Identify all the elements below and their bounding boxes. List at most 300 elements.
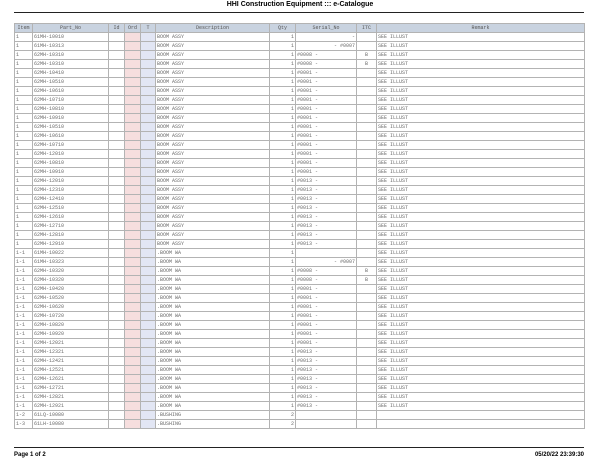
cell-id bbox=[109, 357, 125, 366]
cell-part-no: 62MH-12421 bbox=[33, 357, 109, 366]
cell-qty: 1 bbox=[270, 123, 296, 132]
cell-id bbox=[109, 384, 125, 393]
cell-itc bbox=[357, 375, 377, 384]
cell-itc bbox=[357, 123, 377, 132]
table-row[interactable] bbox=[15, 393, 585, 402]
cell-itc bbox=[357, 87, 377, 96]
cell-serial-no: - bbox=[296, 33, 357, 42]
column-header-qty[interactable]: Qty bbox=[270, 24, 296, 33]
cell-ord bbox=[125, 195, 141, 204]
table-row[interactable] bbox=[15, 51, 585, 60]
cell-part-no: 62MH-10620 bbox=[33, 303, 109, 312]
table-row[interactable] bbox=[15, 312, 585, 321]
cell-itc bbox=[357, 213, 377, 222]
cell-remark: SEE ILLUST bbox=[377, 384, 585, 393]
cell-description: BOOM ASSY bbox=[156, 51, 270, 60]
cell-item: 1 bbox=[15, 150, 33, 159]
column-header-description[interactable]: Description bbox=[156, 24, 270, 33]
table-row[interactable] bbox=[15, 402, 585, 411]
cell-description: .BOOM WA bbox=[156, 276, 270, 285]
cell-qty: 1 bbox=[270, 222, 296, 231]
cell-itc bbox=[357, 141, 377, 150]
cell-part-no: 62MH-10310 bbox=[33, 51, 109, 60]
cell-ord bbox=[125, 339, 141, 348]
cell-serial-no: #0013 - bbox=[296, 366, 357, 375]
cell-id bbox=[109, 141, 125, 150]
cell-part-no: 62MH-10810 bbox=[33, 105, 109, 114]
table-row[interactable] bbox=[15, 213, 585, 222]
cell-serial-no: #0001 - bbox=[296, 330, 357, 339]
cell-ord bbox=[125, 357, 141, 366]
cell-t bbox=[141, 240, 156, 249]
cell-itc bbox=[357, 258, 377, 267]
cell-description: BOOM ASSY bbox=[156, 195, 270, 204]
cell-ord bbox=[125, 159, 141, 168]
cell-item: 1 bbox=[15, 195, 33, 204]
cell-remark: SEE ILLUST bbox=[377, 33, 585, 42]
cell-serial-no: #0001 - bbox=[296, 96, 357, 105]
cell-qty: 1 bbox=[270, 258, 296, 267]
cell-item: 1 bbox=[15, 231, 33, 240]
parts-table bbox=[14, 23, 585, 429]
cell-t bbox=[141, 348, 156, 357]
cell-itc bbox=[357, 339, 377, 348]
cell-part-no: 62MH-12410 bbox=[33, 195, 109, 204]
cell-id bbox=[109, 276, 125, 285]
cell-ord bbox=[125, 222, 141, 231]
table-row[interactable] bbox=[15, 411, 585, 420]
cell-item: 1 bbox=[15, 132, 33, 141]
cell-ord bbox=[125, 87, 141, 96]
cell-part-no: 62MH-10320 bbox=[33, 267, 109, 276]
cell-ord bbox=[125, 177, 141, 186]
title-divider bbox=[14, 12, 584, 13]
cell-id bbox=[109, 285, 125, 294]
cell-item: 1 bbox=[15, 222, 33, 231]
cell-ord bbox=[125, 168, 141, 177]
table-row[interactable] bbox=[15, 123, 585, 132]
cell-serial-no: #0001 - bbox=[296, 123, 357, 132]
cell-part-no: 62MH-10420 bbox=[33, 285, 109, 294]
cell-ord bbox=[125, 114, 141, 123]
cell-part-no: 62MH-12021 bbox=[33, 339, 109, 348]
cell-serial-no bbox=[296, 249, 357, 258]
cell-qty: 1 bbox=[270, 186, 296, 195]
column-header-ord[interactable]: Ord bbox=[125, 24, 141, 33]
cell-remark: SEE ILLUST bbox=[377, 123, 585, 132]
cell-qty: 2 bbox=[270, 420, 296, 429]
cell-description: BOOM ASSY bbox=[156, 231, 270, 240]
cell-part-no: 62MH-10320 bbox=[33, 276, 109, 285]
cell-id bbox=[109, 33, 125, 42]
table-row[interactable] bbox=[15, 195, 585, 204]
cell-t bbox=[141, 87, 156, 96]
cell-item: 1 bbox=[15, 177, 33, 186]
cell-description: BOOM ASSY bbox=[156, 222, 270, 231]
cell-item: 1-1 bbox=[15, 276, 33, 285]
cell-description: .BOOM WA bbox=[156, 375, 270, 384]
cell-remark: SEE ILLUST bbox=[377, 42, 585, 51]
cell-id bbox=[109, 186, 125, 195]
cell-qty: 1 bbox=[270, 105, 296, 114]
cell-description: BOOM ASSY bbox=[156, 141, 270, 150]
table-row[interactable] bbox=[15, 159, 585, 168]
table-row[interactable] bbox=[15, 60, 585, 69]
cell-qty: 1 bbox=[270, 312, 296, 321]
cell-part-no: 62MH-10510 bbox=[33, 78, 109, 87]
table-row[interactable] bbox=[15, 366, 585, 375]
cell-ord bbox=[125, 330, 141, 339]
cell-t bbox=[141, 159, 156, 168]
cell-qty: 1 bbox=[270, 177, 296, 186]
table-row[interactable] bbox=[15, 222, 585, 231]
cell-serial-no: #0001 - bbox=[296, 105, 357, 114]
cell-serial-no: #0008 - bbox=[296, 60, 357, 69]
cell-description: BOOM ASSY bbox=[156, 69, 270, 78]
cell-t bbox=[141, 231, 156, 240]
cell-id bbox=[109, 258, 125, 267]
cell-remark: SEE ILLUST bbox=[377, 141, 585, 150]
cell-remark: SEE ILLUST bbox=[377, 69, 585, 78]
cell-part-no: 62MH-12810 bbox=[33, 231, 109, 240]
cell-ord bbox=[125, 294, 141, 303]
cell-t bbox=[141, 69, 156, 78]
cell-qty: 1 bbox=[270, 231, 296, 240]
table-row[interactable] bbox=[15, 150, 585, 159]
cell-part-no: 62MH-10710 bbox=[33, 141, 109, 150]
cell-serial-no: #0013 - bbox=[296, 177, 357, 186]
cell-ord bbox=[125, 402, 141, 411]
cell-itc bbox=[357, 42, 377, 51]
cell-description: BOOM ASSY bbox=[156, 114, 270, 123]
cell-part-no: 62MH-10810 bbox=[33, 159, 109, 168]
cell-item: 1 bbox=[15, 168, 33, 177]
cell-remark: SEE ILLUST bbox=[377, 258, 585, 267]
cell-remark: SEE ILLUST bbox=[377, 60, 585, 69]
table-row[interactable] bbox=[15, 258, 585, 267]
cell-t bbox=[141, 321, 156, 330]
cell-t bbox=[141, 195, 156, 204]
table-row[interactable] bbox=[15, 276, 585, 285]
print-datetime: 05/20/22 23:39:30 bbox=[534, 452, 584, 458]
cell-id bbox=[109, 393, 125, 402]
cell-serial-no: #0001 - bbox=[296, 159, 357, 168]
cell-qty: 1 bbox=[270, 213, 296, 222]
cell-remark: SEE ILLUST bbox=[377, 393, 585, 402]
cell-t bbox=[141, 294, 156, 303]
table-row[interactable] bbox=[15, 78, 585, 87]
cell-description: BOOM ASSY bbox=[156, 123, 270, 132]
cell-qty: 1 bbox=[270, 303, 296, 312]
cell-description: .BOOM WA bbox=[156, 258, 270, 267]
table-row[interactable] bbox=[15, 69, 585, 78]
cell-itc bbox=[357, 150, 377, 159]
cell-ord bbox=[125, 276, 141, 285]
cell-itc bbox=[357, 285, 377, 294]
cell-description: BOOM ASSY bbox=[156, 213, 270, 222]
cell-ord bbox=[125, 33, 141, 42]
cell-qty: 1 bbox=[270, 141, 296, 150]
cell-description: .BOOM WA bbox=[156, 294, 270, 303]
cell-serial-no: #0001 - bbox=[296, 294, 357, 303]
cell-item: 1-1 bbox=[15, 357, 33, 366]
cell-qty: 1 bbox=[270, 159, 296, 168]
cell-qty: 1 bbox=[270, 33, 296, 42]
cell-serial-no: #0013 - bbox=[296, 186, 357, 195]
cell-id bbox=[109, 87, 125, 96]
cell-item: 1-2 bbox=[15, 411, 33, 420]
cell-description: BOOM ASSY bbox=[156, 96, 270, 105]
cell-remark: SEE ILLUST bbox=[377, 105, 585, 114]
table-row[interactable] bbox=[15, 357, 585, 366]
table-row[interactable] bbox=[15, 240, 585, 249]
cell-serial-no: #0001 - bbox=[296, 114, 357, 123]
cell-part-no: 62MH-12321 bbox=[33, 348, 109, 357]
cell-remark: SEE ILLUST bbox=[377, 294, 585, 303]
cell-id bbox=[109, 195, 125, 204]
table-row[interactable] bbox=[15, 42, 585, 51]
cell-id bbox=[109, 123, 125, 132]
cell-t bbox=[141, 312, 156, 321]
cell-part-no: 62MH-10610 bbox=[33, 132, 109, 141]
table-row[interactable] bbox=[15, 231, 585, 240]
cell-part-no: 62MH-12710 bbox=[33, 222, 109, 231]
cell-ord bbox=[125, 69, 141, 78]
cell-part-no: 62MH-10710 bbox=[33, 96, 109, 105]
cell-id bbox=[109, 132, 125, 141]
cell-qty: 1 bbox=[270, 150, 296, 159]
cell-ord bbox=[125, 420, 141, 429]
column-header-part-no[interactable]: Part_No bbox=[33, 24, 109, 33]
cell-item: 1-1 bbox=[15, 294, 33, 303]
cell-serial-no bbox=[296, 411, 357, 420]
cell-t bbox=[141, 141, 156, 150]
cell-t bbox=[141, 123, 156, 132]
cell-description: .BOOM WA bbox=[156, 330, 270, 339]
cell-itc bbox=[357, 186, 377, 195]
cell-qty: 1 bbox=[270, 51, 296, 60]
table-row[interactable] bbox=[15, 96, 585, 105]
cell-remark: SEE ILLUST bbox=[377, 186, 585, 195]
cell-remark: SEE ILLUST bbox=[377, 321, 585, 330]
cell-t bbox=[141, 357, 156, 366]
cell-t bbox=[141, 375, 156, 384]
cell-part-no: 62MH-12310 bbox=[33, 186, 109, 195]
cell-id bbox=[109, 78, 125, 87]
cell-itc bbox=[357, 411, 377, 420]
cell-serial-no: #0013 - bbox=[296, 213, 357, 222]
cell-id bbox=[109, 51, 125, 60]
table-row[interactable] bbox=[15, 375, 585, 384]
cell-remark: SEE ILLUST bbox=[377, 249, 585, 258]
cell-item: 1 bbox=[15, 60, 33, 69]
cell-part-no: 62MH-10920 bbox=[33, 330, 109, 339]
cell-qty: 1 bbox=[270, 240, 296, 249]
cell-item: 1-3 bbox=[15, 420, 33, 429]
table-row[interactable] bbox=[15, 249, 585, 258]
cell-id bbox=[109, 177, 125, 186]
column-header-itc[interactable]: ITC bbox=[357, 24, 377, 33]
cell-serial-no: #0013 - bbox=[296, 240, 357, 249]
cell-itc bbox=[357, 204, 377, 213]
cell-description: .BOOM WA bbox=[156, 384, 270, 393]
column-header-remark[interactable]: Remark bbox=[377, 24, 585, 33]
cell-qty: 1 bbox=[270, 276, 296, 285]
cell-item: 1-1 bbox=[15, 384, 33, 393]
table-row[interactable] bbox=[15, 384, 585, 393]
table-row[interactable] bbox=[15, 33, 585, 42]
cell-part-no: 61MH-10010 bbox=[33, 33, 109, 42]
table-row[interactable] bbox=[15, 294, 585, 303]
table-row[interactable] bbox=[15, 168, 585, 177]
cell-serial-no: #0013 - bbox=[296, 222, 357, 231]
cell-part-no: 62MH-10720 bbox=[33, 312, 109, 321]
cell-ord bbox=[125, 285, 141, 294]
cell-t bbox=[141, 420, 156, 429]
cell-item: 1-1 bbox=[15, 258, 33, 267]
cell-ord bbox=[125, 42, 141, 51]
cell-part-no: 62MH-12921 bbox=[33, 402, 109, 411]
table-row[interactable] bbox=[15, 348, 585, 357]
cell-qty: 1 bbox=[270, 330, 296, 339]
cell-ord bbox=[125, 384, 141, 393]
table-row[interactable] bbox=[15, 420, 585, 429]
cell-itc bbox=[357, 105, 377, 114]
cell-id bbox=[109, 249, 125, 258]
cell-item: 1-1 bbox=[15, 285, 33, 294]
table-row[interactable] bbox=[15, 132, 585, 141]
cell-t bbox=[141, 258, 156, 267]
cell-itc: B bbox=[357, 60, 377, 69]
cell-qty: 1 bbox=[270, 357, 296, 366]
cell-part-no: 62MH-12510 bbox=[33, 204, 109, 213]
cell-id bbox=[109, 402, 125, 411]
cell-item: 1 bbox=[15, 204, 33, 213]
cell-description: .BUSHING bbox=[156, 420, 270, 429]
table-row[interactable] bbox=[15, 267, 585, 276]
cell-id bbox=[109, 96, 125, 105]
cell-part-no: 62MH-10410 bbox=[33, 69, 109, 78]
cell-description: BOOM ASSY bbox=[156, 87, 270, 96]
cell-remark: SEE ILLUST bbox=[377, 348, 585, 357]
cell-remark: SEE ILLUST bbox=[377, 96, 585, 105]
cell-itc bbox=[357, 168, 377, 177]
column-header-t[interactable]: T bbox=[141, 24, 156, 33]
cell-id bbox=[109, 294, 125, 303]
cell-remark: SEE ILLUST bbox=[377, 402, 585, 411]
cell-qty: 1 bbox=[270, 78, 296, 87]
cell-qty: 1 bbox=[270, 249, 296, 258]
table-row[interactable] bbox=[15, 285, 585, 294]
column-header-item[interactable]: Item bbox=[15, 24, 33, 33]
table-row[interactable] bbox=[15, 330, 585, 339]
cell-description: BOOM ASSY bbox=[156, 60, 270, 69]
cell-serial-no bbox=[296, 420, 357, 429]
cell-t bbox=[141, 60, 156, 69]
cell-remark: SEE ILLUST bbox=[377, 159, 585, 168]
cell-item: 1 bbox=[15, 33, 33, 42]
table-row[interactable] bbox=[15, 177, 585, 186]
cell-part-no: 62MH-10510 bbox=[33, 123, 109, 132]
cell-t bbox=[141, 177, 156, 186]
cell-itc bbox=[357, 69, 377, 78]
cell-description: .BOOM WA bbox=[156, 393, 270, 402]
cell-item: 1-1 bbox=[15, 267, 33, 276]
cell-serial-no: #0001 - bbox=[296, 78, 357, 87]
cell-remark: SEE ILLUST bbox=[377, 132, 585, 141]
cell-qty: 2 bbox=[270, 411, 296, 420]
cell-serial-no: #0013 - bbox=[296, 393, 357, 402]
cell-description: .BOOM WA bbox=[156, 402, 270, 411]
table-row[interactable] bbox=[15, 321, 585, 330]
cell-qty: 1 bbox=[270, 267, 296, 276]
cell-itc bbox=[357, 114, 377, 123]
cell-qty: 1 bbox=[270, 114, 296, 123]
cell-remark: SEE ILLUST bbox=[377, 204, 585, 213]
cell-item: 1 bbox=[15, 51, 33, 60]
cell-item: 1 bbox=[15, 240, 33, 249]
table-row[interactable] bbox=[15, 114, 585, 123]
cell-qty: 1 bbox=[270, 87, 296, 96]
cell-ord bbox=[125, 267, 141, 276]
table-row[interactable] bbox=[15, 204, 585, 213]
cell-serial-no: #0001 - bbox=[296, 87, 357, 96]
cell-t bbox=[141, 105, 156, 114]
cell-item: 1-1 bbox=[15, 402, 33, 411]
cell-remark: SEE ILLUST bbox=[377, 375, 585, 384]
table-row[interactable] bbox=[15, 87, 585, 96]
cell-remark: SEE ILLUST bbox=[377, 231, 585, 240]
cell-item: 1 bbox=[15, 105, 33, 114]
cell-item: 1-1 bbox=[15, 321, 33, 330]
table-row[interactable] bbox=[15, 339, 585, 348]
cell-qty: 1 bbox=[270, 60, 296, 69]
column-header-serial-no[interactable]: Serial_No bbox=[296, 24, 357, 33]
cell-itc bbox=[357, 240, 377, 249]
cell-t bbox=[141, 411, 156, 420]
table-row[interactable] bbox=[15, 141, 585, 150]
cell-serial-no: #0001 - bbox=[296, 150, 357, 159]
cell-ord bbox=[125, 141, 141, 150]
cell-part-no: 62MH-12910 bbox=[33, 240, 109, 249]
cell-t bbox=[141, 168, 156, 177]
cell-ord bbox=[125, 375, 141, 384]
cell-item: 1 bbox=[15, 159, 33, 168]
table-row[interactable] bbox=[15, 303, 585, 312]
cell-ord bbox=[125, 258, 141, 267]
page-number: Page 1 of 2 bbox=[14, 452, 46, 458]
cell-ord bbox=[125, 132, 141, 141]
cell-qty: 1 bbox=[270, 339, 296, 348]
table-row[interactable] bbox=[15, 186, 585, 195]
cell-remark bbox=[377, 411, 585, 420]
cell-id bbox=[109, 411, 125, 420]
column-header-id[interactable]: Id bbox=[109, 24, 125, 33]
cell-serial-no: #0013 - bbox=[296, 357, 357, 366]
cell-ord bbox=[125, 411, 141, 420]
cell-part-no: 62MH-12610 bbox=[33, 213, 109, 222]
cell-id bbox=[109, 105, 125, 114]
cell-qty: 1 bbox=[270, 285, 296, 294]
cell-part-no: 62MH-12621 bbox=[33, 375, 109, 384]
cell-itc bbox=[357, 195, 377, 204]
cell-remark: SEE ILLUST bbox=[377, 150, 585, 159]
cell-id bbox=[109, 375, 125, 384]
table-row[interactable] bbox=[15, 105, 585, 114]
cell-itc bbox=[357, 366, 377, 375]
cell-itc bbox=[357, 312, 377, 321]
cell-t bbox=[141, 393, 156, 402]
